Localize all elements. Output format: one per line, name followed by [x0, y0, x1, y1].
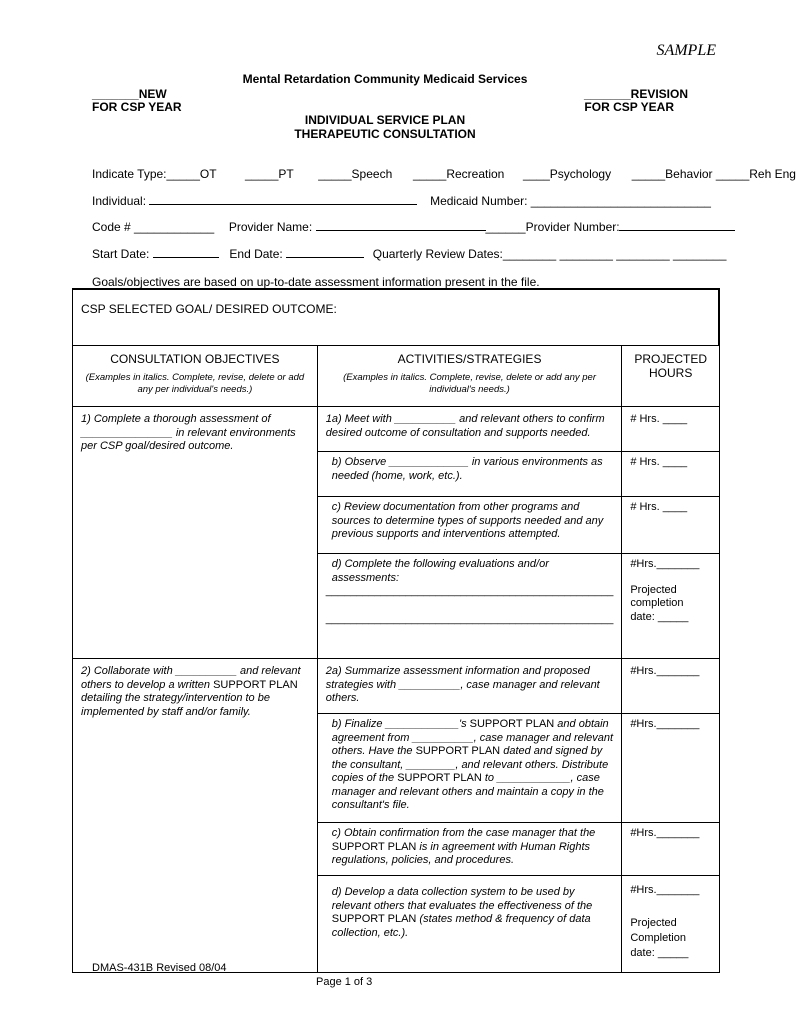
- header-activities-sub: (Examples in italics. Complete, revise, delete or add any per individual's needs.): [343, 372, 597, 395]
- type-speech[interactable]: _____Speech: [318, 167, 393, 181]
- activity-2d-text-c: (states method & frequency of data collection, etc.).: [331, 913, 591, 939]
- activity-1d-blank-2[interactable]: _______________________________________________: [325, 612, 614, 625]
- projected-completion-2[interactable]: Projected Completion date: _____: [630, 916, 689, 959]
- end-date-field[interactable]: [286, 247, 364, 258]
- activity-2b-support-plan-3: SUPPORT PLAN: [397, 772, 482, 784]
- activity-2b-support-plan-2: SUPPORT PLAN: [415, 745, 501, 757]
- provider-number-label: Provider Number:: [525, 220, 620, 234]
- activity-1a[interactable]: 1a) Meet with __________ and relevant others to confirm desired outcome of consultation and supports needed.: [317, 407, 622, 452]
- hours-2b[interactable]: #Hrs._______: [622, 714, 720, 823]
- header-objectives: [73, 346, 318, 407]
- provider-number-field[interactable]: [619, 220, 735, 231]
- activity-1c[interactable]: c) Review documentation from other programs and sources to determine types of supports needed and any previous supports and interventions attempted.: [317, 497, 622, 554]
- table-row: [73, 407, 720, 452]
- activity-2c-text-a: c) Obtain confirmation from the case manager that the: [331, 827, 596, 839]
- header-objectives-sub: (Examples in italics. Complete, revise, delete or add any per individual's needs.): [85, 372, 305, 395]
- header-activities: [317, 346, 622, 407]
- objectives-table: [72, 345, 720, 973]
- hours-2d-value[interactable]: #Hrs._______: [630, 884, 700, 896]
- objective-2-support-plan: SUPPORT PLAN: [213, 678, 298, 691]
- agency-title: Mental Retardation Community Medicaid Services: [242, 72, 528, 86]
- start-date-label: Start Date:: [92, 247, 150, 261]
- end-date-label: End Date:: [229, 247, 283, 261]
- activity-2c-text-c: is in agreement with Human Rights regulations, policies, and procedures.: [331, 840, 590, 866]
- objective-1[interactable]: 1) Complete a thorough assessment of _______________ in relevant environments per CSP goal/desired outcome.: [73, 407, 318, 659]
- start-date-field[interactable]: [153, 247, 219, 258]
- activity-2c[interactable]: [317, 823, 622, 876]
- type-ot[interactable]: Indicate Type:_____OT: [92, 167, 217, 181]
- objective-2-text-b: __________ and relevant others to develop a written: [81, 665, 301, 691]
- quarterly-review-label: Quarterly Review Dates:: [372, 247, 503, 261]
- hours-2a[interactable]: #Hrs._______: [622, 659, 720, 714]
- revision-for-csp-year: FOR CSP YEAR: [584, 100, 674, 114]
- new-for-csp-year: FOR CSP YEAR: [92, 100, 182, 114]
- projected-completion-1[interactable]: Projected completion date: _____: [630, 583, 689, 623]
- medicaid-number-field[interactable]: Medicaid Number: ___________________________: [430, 194, 711, 208]
- table-header-row: [73, 346, 720, 407]
- activity-2d-text-a: d) Develop a data collection system to be used by relevant others that evaluates the effectiveness of the: [331, 886, 593, 912]
- hours-1a[interactable]: # Hrs. ____: [622, 407, 720, 452]
- activity-2b-text-e: dated and signed by the consultant, ________, and relevant others. Distribute copies of the: [331, 745, 609, 784]
- hours-1d-value[interactable]: #Hrs._______: [630, 558, 700, 570]
- type-reh-eng[interactable]: _____Reh Eng: [715, 167, 796, 181]
- individual-field[interactable]: [149, 194, 417, 205]
- activity-2b[interactable]: [317, 714, 622, 823]
- header-hours: [622, 346, 720, 407]
- provider-name-tail: ______: [485, 220, 526, 234]
- quarterly-review-fields[interactable]: ________ ________ ________ ________: [502, 247, 727, 261]
- plan-subtitle: THERAPEUTIC CONSULTATION: [294, 127, 476, 141]
- activity-2b-text-c: and obtain agreement from __________, case manager and relevant others. Have the: [331, 718, 614, 757]
- type-row: [92, 167, 796, 181]
- hours-2c[interactable]: #Hrs._______: [622, 823, 720, 876]
- code-field[interactable]: Code # ____________: [92, 220, 215, 234]
- hours-1d[interactable]: [622, 554, 720, 659]
- activity-2c-support-plan: SUPPORT PLAN: [331, 840, 417, 853]
- header-activities-title: ACTIVITIES/STRATEGIES: [397, 352, 542, 366]
- type-recreation[interactable]: _____Recreation: [412, 167, 505, 181]
- revision-checkbox-line[interactable]: _______REVISION: [583, 87, 688, 101]
- activity-1d-blank-1[interactable]: _______________________________________________: [325, 585, 614, 597]
- form-id: DMAS-431B Revised 08/04: [92, 962, 227, 974]
- csp-goal-label: CSP SELECTED GOAL/ DESIRED OUTCOME:: [81, 302, 337, 316]
- dates-row: [92, 247, 726, 261]
- table-row: [73, 659, 720, 714]
- sample-watermark-text: SAMPLE: [656, 42, 716, 59]
- hours-1b[interactable]: # Hrs. ____: [622, 452, 720, 497]
- provider-name-field[interactable]: [316, 220, 486, 231]
- objective-2-text-a: 2) Collaborate with: [81, 665, 173, 677]
- csp-goal-box[interactable]: [72, 288, 720, 346]
- provider-name-label: Provider Name:: [228, 220, 313, 234]
- header-hours-title: PROJECTED HOURS: [634, 352, 707, 380]
- individual-label: Individual:: [92, 194, 147, 208]
- page-number: Page 1 of 3: [316, 976, 373, 988]
- activity-2b-support-plan-1: SUPPORT PLAN: [469, 718, 555, 730]
- new-checkbox-line[interactable]: _______NEW: [92, 87, 167, 101]
- activity-2b-text-g: to ____________, case manager and relevant others and maintain a copy in the consultant's file.: [331, 772, 604, 811]
- activity-2d-support-plan: SUPPORT PLAN: [331, 913, 417, 925]
- activity-2b-text-a: b) Finalize ____________'s: [331, 718, 467, 730]
- objective-2[interactable]: [73, 659, 318, 973]
- type-pt[interactable]: _____PT: [245, 167, 294, 181]
- goals-note: Goals/objectives are based on up-to-date assessment information present in the file.: [92, 275, 540, 289]
- activity-2a[interactable]: 2a) Summarize assessment information and proposed strategies with __________, case manager and relevant others.: [317, 659, 622, 714]
- header-objectives-title: CONSULTATION OBJECTIVES: [110, 352, 280, 366]
- activity-1b[interactable]: b) Observe _____________ in various environments as needed (home, work, etc.).: [317, 452, 622, 497]
- hours-2d[interactable]: [622, 876, 720, 973]
- plan-title: INDIVIDUAL SERVICE PLAN: [304, 113, 466, 127]
- type-behavior[interactable]: _____Behavior: [631, 167, 713, 181]
- individual-row: [92, 194, 711, 208]
- activity-1d[interactable]: [317, 554, 622, 659]
- hours-1c[interactable]: # Hrs. ____: [622, 497, 720, 554]
- activity-2d[interactable]: [317, 876, 622, 973]
- objective-2-text-d: detailing the strategy/intervention to be implemented by staff and/or family.: [81, 692, 270, 718]
- code-provider-row: [92, 220, 735, 234]
- type-psychology[interactable]: ____Psychology: [523, 167, 612, 181]
- activity-1d-text: d) Complete the following evaluations and/or assessments:: [331, 558, 549, 584]
